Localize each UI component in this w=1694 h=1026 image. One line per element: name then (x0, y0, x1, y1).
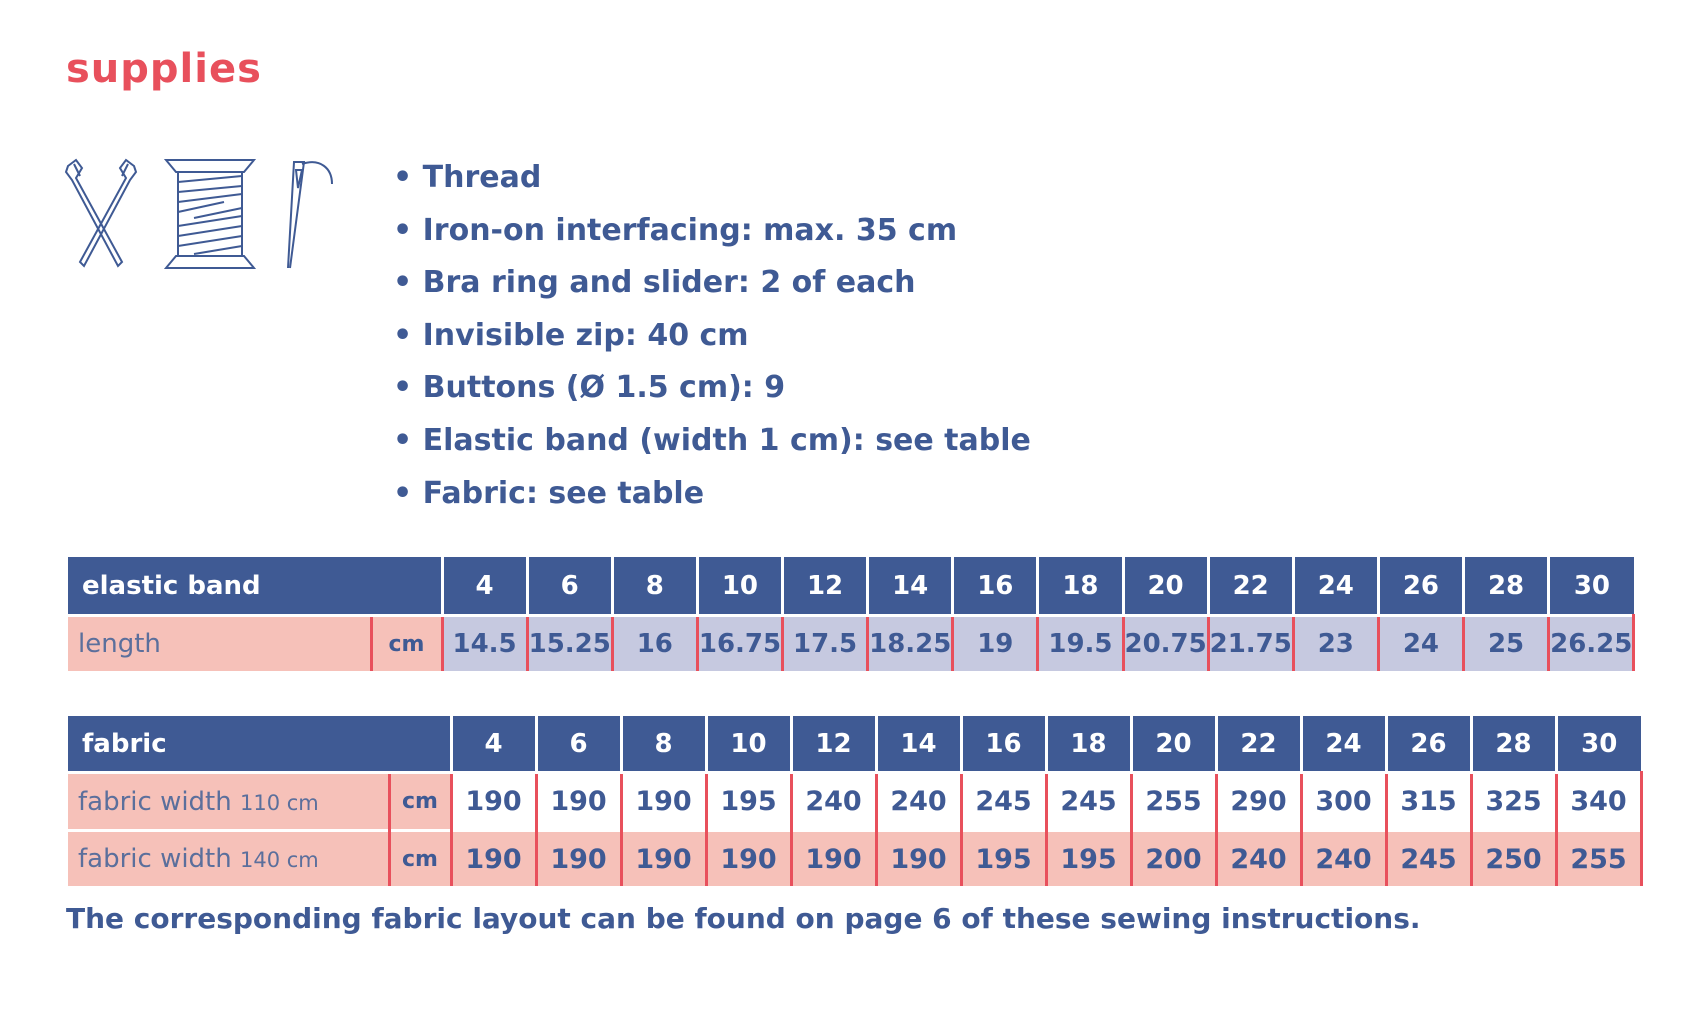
size-header: 30 (1556, 716, 1641, 773)
table-cell: 195 (961, 831, 1046, 887)
table-cell: 190 (791, 831, 876, 887)
table-cell: 240 (791, 773, 876, 831)
table-cell: 190 (706, 831, 791, 887)
row-label-width: 110 cm (240, 790, 319, 815)
fabric-table (68, 716, 1643, 886)
size-header: 28 (1471, 716, 1556, 773)
size-header: 28 (1464, 557, 1549, 616)
table-cell: 240 (1301, 831, 1386, 887)
supply-item: • Buttons (Ø 1.5 cm): 9 (393, 362, 1031, 415)
fabric-width-110-row (68, 773, 1641, 831)
table-cell: 19 (953, 616, 1038, 672)
table-cell: 23 (1293, 616, 1378, 672)
fabric-width-140-row (68, 831, 1641, 887)
table-cell: 190 (621, 773, 706, 831)
table-cell: 19.5 (1038, 616, 1123, 672)
table-cell: 16.75 (697, 616, 782, 672)
elastic-header-row (68, 557, 1634, 616)
table-cell: 15.25 (527, 616, 612, 672)
elastic-header-label: elastic band (68, 557, 442, 616)
unit-label: cm (389, 773, 451, 831)
table-cell: 195 (706, 773, 791, 831)
row-label-text: fabric width (78, 844, 232, 874)
table-cell: 240 (1216, 831, 1301, 887)
size-header: 24 (1301, 716, 1386, 773)
table-cell: 290 (1216, 773, 1301, 831)
table-cell: 315 (1386, 773, 1471, 831)
elastic-band-table (68, 557, 1635, 671)
row-label-fabric-width-140 (68, 831, 389, 887)
table-cell: 190 (451, 773, 536, 831)
size-header: 10 (697, 557, 782, 616)
table-cell: 190 (876, 831, 961, 887)
size-header: 6 (536, 716, 621, 773)
fabric-header-label: fabric (68, 716, 451, 773)
fabric-header-row (68, 716, 1641, 773)
row-label-fabric-width-110 (68, 773, 389, 831)
size-header: 14 (868, 557, 953, 616)
thread-spool-icon (164, 158, 256, 270)
size-header: 12 (791, 716, 876, 773)
table-cell: 250 (1471, 831, 1556, 887)
table-cell: 200 (1131, 831, 1216, 887)
unit-label: cm (389, 831, 451, 887)
supply-icons (64, 158, 354, 276)
supply-list (393, 152, 1031, 520)
scissors-icon (64, 158, 138, 270)
size-header: 10 (706, 716, 791, 773)
table-cell: 21.75 (1208, 616, 1293, 672)
supply-item: • Thread (393, 152, 1031, 205)
table-cell: 14.5 (442, 616, 527, 672)
table-cell: 245 (961, 773, 1046, 831)
size-header: 22 (1208, 557, 1293, 616)
table-cell: 24 (1378, 616, 1463, 672)
table-cell: 340 (1556, 773, 1641, 831)
table-cell: 190 (536, 773, 621, 831)
table-cell: 25 (1464, 616, 1549, 672)
table-cell: 20.75 (1123, 616, 1208, 672)
table-cell: 190 (451, 831, 536, 887)
table-cell: 190 (536, 831, 621, 887)
supply-item: • Fabric: see table (393, 468, 1031, 521)
footer-note: The corresponding fabric layout can be found on page 6 of these sewing instructions. (66, 902, 1421, 935)
row-label-width: 140 cm (240, 848, 319, 872)
table-cell: 26.25 (1549, 616, 1634, 672)
unit-label: cm (371, 616, 442, 672)
table-cell: 240 (876, 773, 961, 831)
size-header: 12 (783, 557, 868, 616)
size-header: 18 (1038, 557, 1123, 616)
size-header: 30 (1549, 557, 1634, 616)
table-cell: 190 (621, 831, 706, 887)
supply-item: • Invisible zip: 40 cm (393, 310, 1031, 363)
size-header: 20 (1131, 716, 1216, 773)
supply-item: • Iron-on interfacing: max. 35 cm (393, 205, 1031, 258)
supply-item: • Bra ring and slider: 2 of each (393, 257, 1031, 310)
table-cell: 245 (1386, 831, 1471, 887)
table-cell: 300 (1301, 773, 1386, 831)
size-header: 4 (451, 716, 536, 773)
size-header: 16 (961, 716, 1046, 773)
table-cell: 17.5 (783, 616, 868, 672)
size-header: 8 (621, 716, 706, 773)
table-cell: 16 (612, 616, 697, 672)
size-header: 6 (527, 557, 612, 616)
table-cell: 18.25 (868, 616, 953, 672)
size-header: 24 (1293, 557, 1378, 616)
table-cell: 325 (1471, 773, 1556, 831)
size-header: 20 (1123, 557, 1208, 616)
size-header: 4 (442, 557, 527, 616)
supply-item: • Elastic band (width 1 cm): see table (393, 415, 1031, 468)
table-cell: 255 (1556, 831, 1641, 887)
table-cell: 195 (1046, 831, 1131, 887)
size-header: 14 (876, 716, 961, 773)
size-header: 16 (953, 557, 1038, 616)
size-header: 18 (1046, 716, 1131, 773)
row-label-length: length (68, 616, 371, 672)
row-label-text: fabric width (78, 786, 232, 817)
page-title: supplies (66, 46, 262, 92)
size-header: 26 (1386, 716, 1471, 773)
size-header: 22 (1216, 716, 1301, 773)
needle-icon (280, 158, 340, 270)
table-cell: 255 (1131, 773, 1216, 831)
table-cell: 245 (1046, 773, 1131, 831)
size-header: 26 (1378, 557, 1463, 616)
size-header: 8 (612, 557, 697, 616)
elastic-length-row (68, 616, 1634, 672)
